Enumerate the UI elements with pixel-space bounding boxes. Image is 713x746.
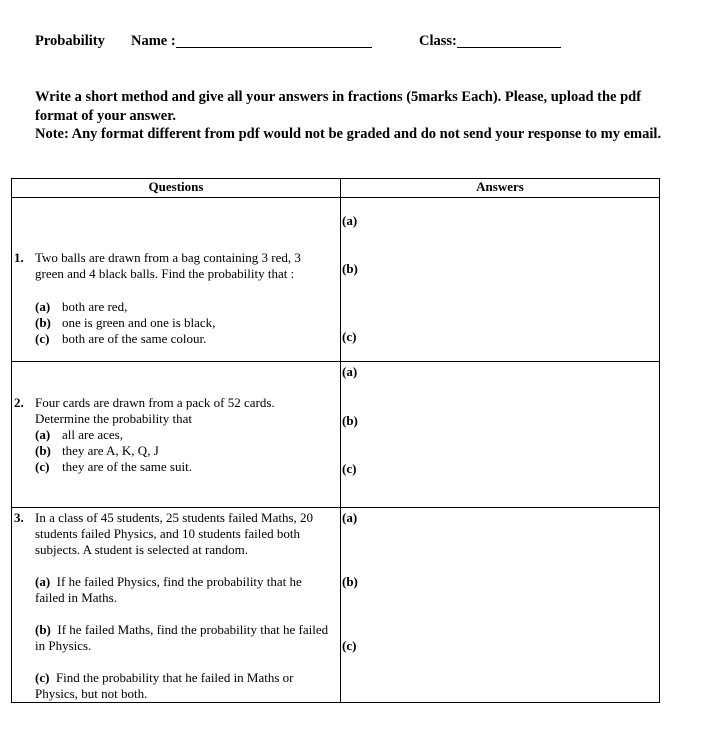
question-text: In a class of 45 students, 25 students failed Maths, 20 students failed Physics, and 10 students failed both subjects. A student is selected at random.: [35, 510, 314, 557]
name-blank[interactable]: [176, 33, 372, 48]
instructions: [35, 88, 675, 144]
answer-label: (b): [342, 261, 358, 276]
questions-column-header: Questions: [12, 179, 341, 198]
answer-label: (b): [342, 574, 358, 589]
option-item: (b) one is green and one is black,: [35, 315, 216, 330]
question-cell-1: [12, 198, 341, 362]
answer-label: (c): [342, 329, 357, 344]
question-number: 1.: [14, 250, 24, 265]
questions-table: [11, 178, 660, 703]
answer-cell-3[interactable]: [341, 508, 660, 703]
worksheet-header: [35, 33, 693, 53]
question-number: 3.: [14, 510, 24, 525]
option-item: (c) both are of the same colour.: [35, 331, 207, 346]
table-row: [12, 508, 660, 703]
table-row: [12, 198, 660, 362]
answer-label: (c): [342, 638, 357, 653]
class-field[interactable]: [419, 33, 457, 50]
answer-label: (a): [342, 510, 358, 525]
class-label: Class:: [419, 33, 457, 49]
option-item: (c) they are of the same suit.: [35, 459, 192, 474]
answer-label: (b): [342, 413, 358, 428]
answers-column-header: Answers: [341, 179, 660, 198]
question-cell-2: [12, 362, 341, 508]
table-row: [12, 362, 660, 508]
question-cell-3: [12, 508, 341, 703]
subject-title: Probability: [35, 33, 105, 49]
answer-cell-1[interactable]: [341, 198, 660, 362]
class-blank[interactable]: [457, 33, 561, 48]
question-number: 2.: [14, 395, 24, 410]
answer-label: (a): [342, 213, 358, 228]
question-1: [14, 250, 332, 347]
question-text: Two balls are drawn from a bag containing 3 red, 3 green and 4 black balls. Find the probability that :: [35, 250, 301, 281]
answer-label: (a): [342, 364, 358, 379]
answer-cell-2[interactable]: [341, 362, 660, 508]
table-header-row: [12, 179, 660, 198]
name-field[interactable]: [131, 33, 176, 50]
question-text: Four cards are drawn from a pack of 52 cards. Determine the probability that: [35, 395, 275, 426]
instructions-line-1: Write a short method and give all your answers in fractions (5marks Each). Please, upload the pdf format of your answer.: [35, 89, 642, 124]
question-2: [14, 395, 332, 475]
sub-question: (a) If he failed Physics, find the probability that he failed in Maths.: [35, 574, 302, 605]
option-item: (a) both are red,: [35, 299, 128, 314]
answer-label: (c): [342, 461, 357, 476]
sub-question: (c) Find the probability that he failed in Maths or Physics, but not both.: [35, 670, 294, 701]
question-3: [14, 510, 332, 702]
option-item: (a) all are aces,: [35, 427, 123, 442]
option-item: (b) they are A, K, Q, J: [35, 443, 159, 458]
sub-question: (b) If he failed Maths, find the probability that he failed in Physics.: [35, 622, 329, 653]
name-label: Name :: [131, 33, 176, 49]
instructions-note: Note: Any format different from pdf would not be graded and do not send your response to my email.: [35, 126, 662, 142]
